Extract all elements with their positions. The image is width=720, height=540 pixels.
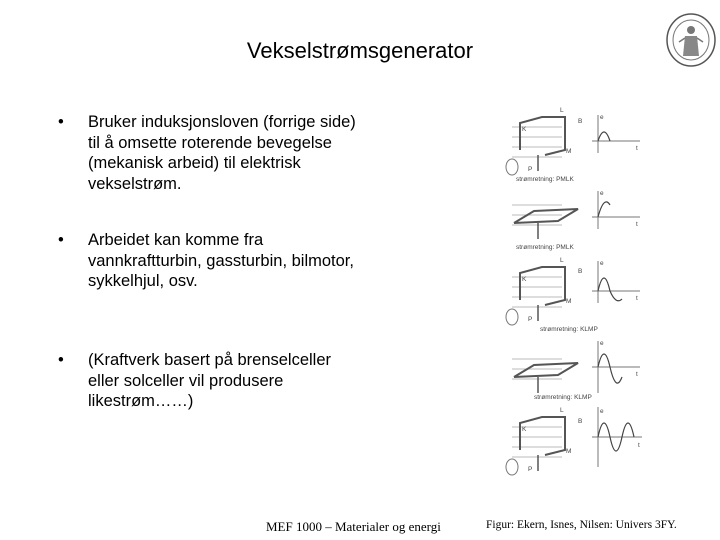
label-L: L (560, 107, 564, 114)
axis-t: t (638, 442, 640, 449)
bullet-text: Bruker induksjonsloven (forrige side) til å omsette roterende bevegelse (mekanisk arbeid) til elektrisk vekselstrøm. (88, 113, 356, 193)
stage-caption: strømretning: KLMP (534, 394, 592, 401)
label-B: B (578, 118, 583, 125)
stage-2 (512, 190, 640, 251)
stage-caption: strømretning: PMLK (516, 244, 574, 251)
axis-e: e (600, 190, 604, 197)
axis-t: t (636, 295, 638, 302)
label-B: B (578, 268, 583, 275)
bullet-text: Arbeidet kan komme fra vannkraftturbin, gassturbin, bilmotor, sykkelhjul, osv. (88, 231, 354, 290)
label-P: P (528, 466, 533, 473)
bullet-marker: • (58, 351, 64, 369)
stage-caption: strømretning: PMLK (516, 176, 574, 183)
stage-caption: strømretning: KLMP (540, 326, 598, 333)
axis-t: t (636, 371, 638, 378)
label-M: M (566, 448, 572, 455)
axis-e: e (600, 340, 604, 347)
footer-course: MEF 1000 – Materialer og energi (266, 519, 441, 534)
stage-3 (506, 257, 640, 333)
bullet-marker: • (58, 113, 64, 131)
label-K: K (522, 126, 527, 133)
label-L: L (560, 257, 564, 264)
label-B: B (578, 418, 583, 425)
bullet-list (58, 112, 358, 410)
slide-title: Vekselstrømsgenerator (246, 38, 474, 63)
bullet-text: (Kraftverk basert på brenselceller eller solceller vil produsere likestrøm……) (88, 351, 332, 410)
bullet-marker: • (58, 231, 64, 249)
label-K: K (522, 276, 527, 283)
stage-5 (506, 407, 642, 475)
axis-t: t (636, 221, 638, 228)
label-P: P (528, 316, 533, 323)
label-M: M (566, 298, 572, 305)
stage-4 (512, 340, 640, 401)
label-L: L (560, 407, 564, 414)
axis-e: e (600, 408, 604, 415)
university-seal-icon (665, 12, 717, 68)
axis-e: e (600, 260, 604, 267)
bullet-item (58, 350, 358, 412)
axis-t: t (636, 145, 638, 152)
label-M: M (566, 148, 572, 155)
bullet-item (58, 230, 358, 292)
label-P: P (528, 166, 533, 173)
label-K: K (522, 426, 527, 433)
stage-1 (506, 107, 640, 183)
footer-credit: Figur: Ekern, Isnes, Nilsen: Univers 3FY. (486, 519, 677, 531)
generator-figure (500, 105, 650, 480)
axis-e: e (600, 114, 604, 121)
bullet-item (58, 112, 358, 194)
